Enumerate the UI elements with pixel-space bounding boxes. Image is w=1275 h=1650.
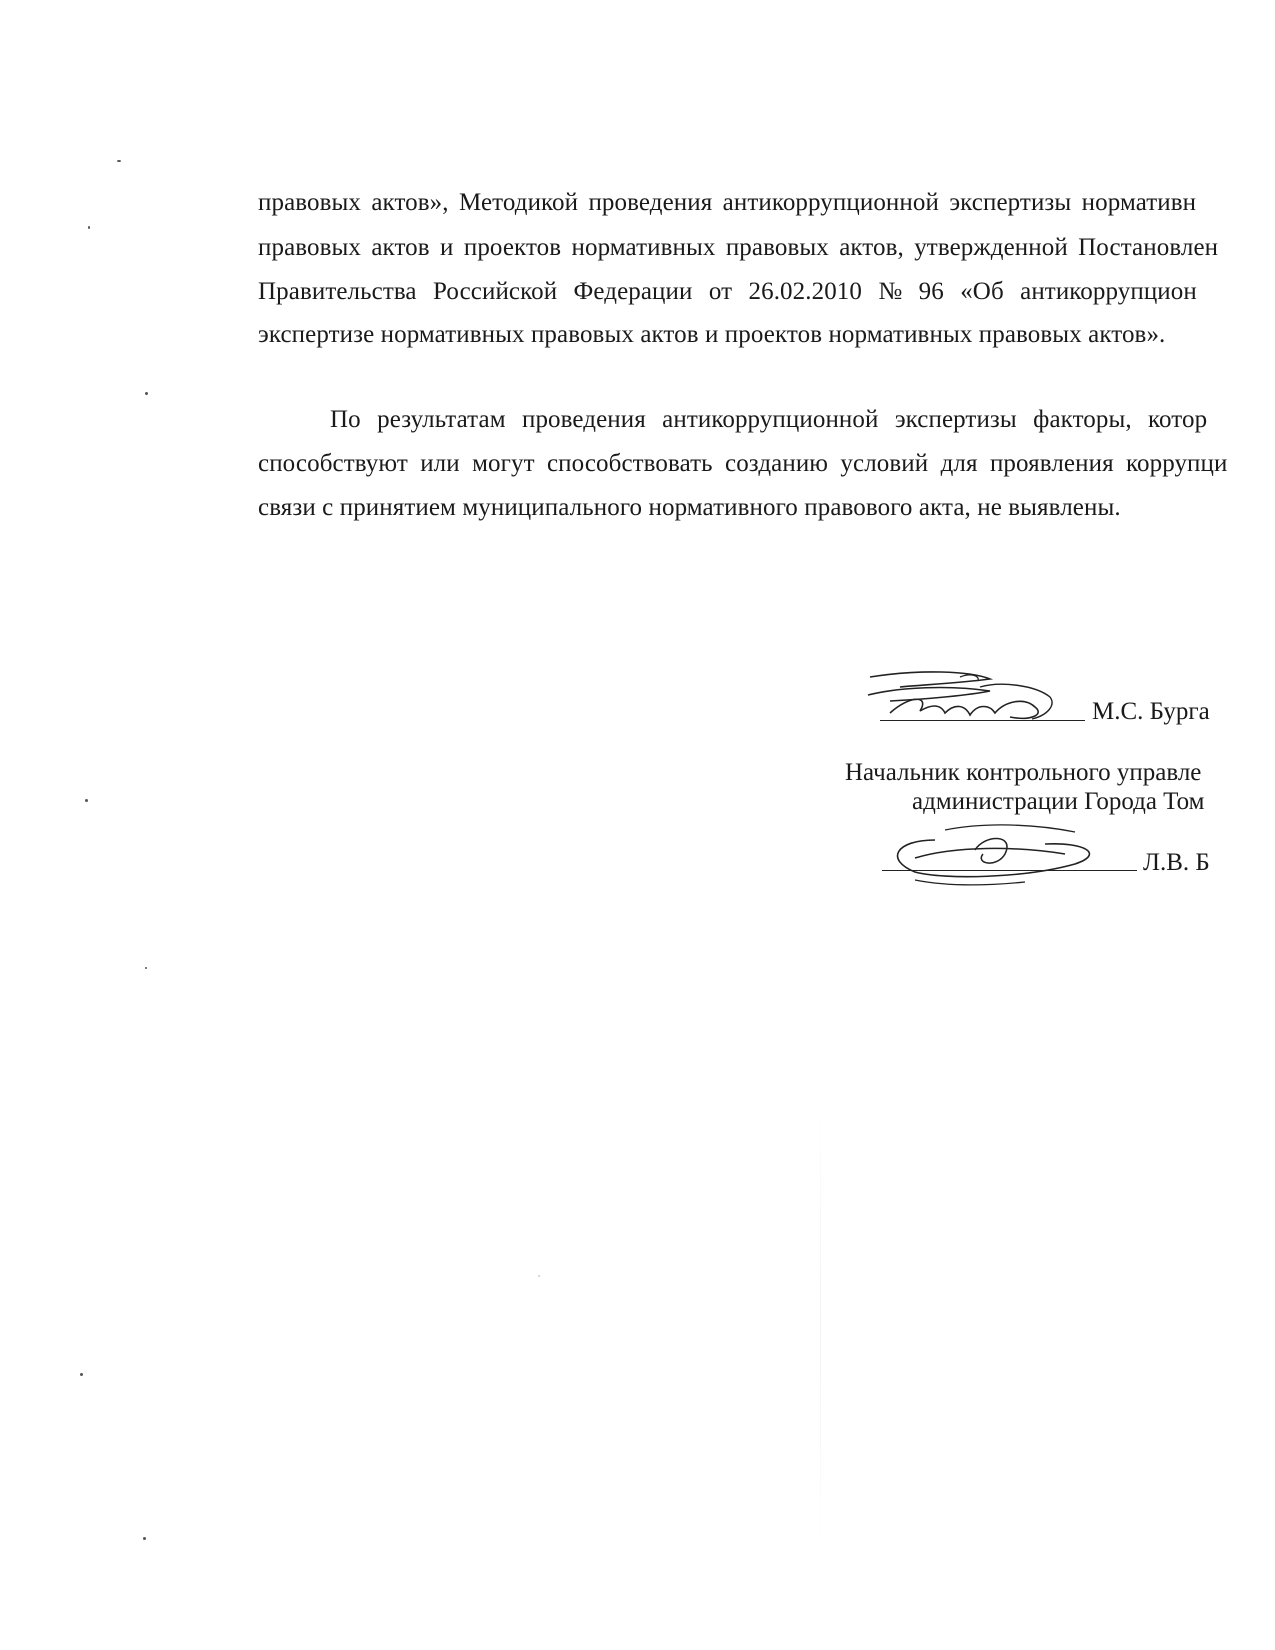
scan-speck <box>145 392 148 395</box>
signature-2-line <box>882 870 1137 871</box>
signature-1-name: М.С. Бурга <box>1092 698 1210 725</box>
scan-speck <box>143 1537 146 1540</box>
paragraph-1-line-4: экспертизе нормативных правовых актов и проектов нормативных правовых актов». <box>258 321 1166 348</box>
signature-2-name: Л.В. Б <box>1143 849 1210 876</box>
position-title-line-1: Начальник контрольного управле <box>845 759 1202 786</box>
scan-speck <box>80 1373 83 1376</box>
signature-1-line <box>880 720 1085 721</box>
paragraph-2-line-3: связи с принятием муниципального нормативного правового акта, не выявлены. <box>258 494 1121 521</box>
handwritten-signature-2 <box>875 820 1115 890</box>
paragraph-2-line-2: способствуют или могут способствовать созданию условий для проявления коррупци <box>258 450 1228 477</box>
paragraph-1-line-1: правовых актов», Методикой проведения антикоррупционной экспертизы нормативн <box>258 189 1197 216</box>
position-title-line-2: администрации Города Том <box>912 788 1205 815</box>
paragraph-2-line-1: По результатам проведения антикоррупционной экспертизы факторы, котор <box>330 406 1208 433</box>
scan-fold-line <box>820 1090 821 1560</box>
scan-speck <box>538 1275 540 1277</box>
scan-speck <box>85 799 88 802</box>
scan-speck <box>88 226 90 229</box>
handwritten-signature-1 <box>860 665 1070 735</box>
scan-speck <box>117 160 121 162</box>
paragraph-1-line-2: правовых актов и проектов нормативных правовых актов, утвержденной Постановлен <box>258 234 1219 261</box>
paragraph-1-line-3: Правительства Российской Федерации от 26.02.2010 № 96 «Об антикоррупцион <box>258 278 1197 305</box>
scan-speck <box>145 967 147 969</box>
